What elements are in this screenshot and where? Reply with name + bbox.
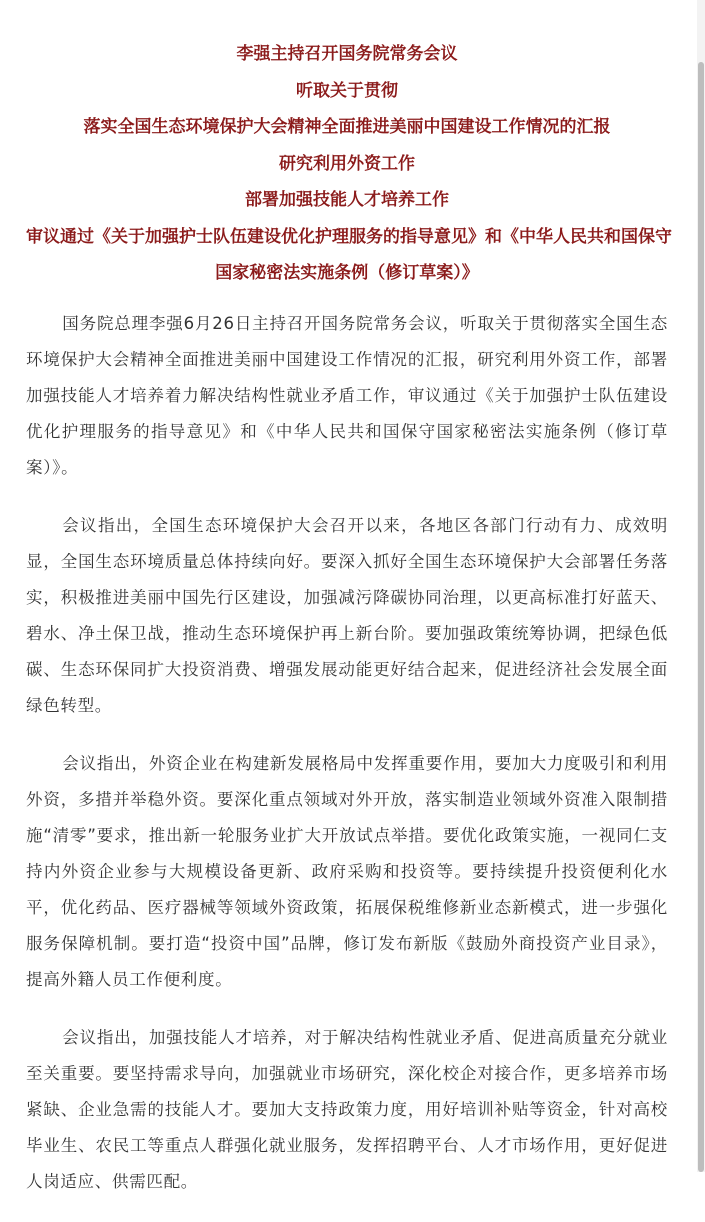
headline-line-4: 研究利用外资工作	[279, 153, 415, 174]
paragraph-foreign-investment: 会议指出，外资企业在构建新发展格局中发挥重要作用，要加大力度吸引和利用外资，多措并举稳外资。要深化重点领域对外开放，落实制造业领域外资准入限制措施“清零”要求，推出新一轮服务业扩大开放试点举措。要优化政策实施，一视同仁支持内外资企业参与大规模设备更新、政府采购和投资等。要持续提升投资便利化水平，优化药品、医疗器械等领域外资政策，拓展保税维修新业态新模式，进一步强化服务保障机制。要打造“投资中国”品牌，修订发布新版《鼓励外商投资产业目录》，提高外籍人员工作便利度。	[26, 753, 668, 989]
paragraph-ecology: 会议指出，全国生态环境保护大会召开以来，各地区各部门行动有力、成效明显，全国生态环境质量总体持续向好。要深入抓好全国生态环境保护大会部署任务落实，积极推进美丽中国先行区建设，加强减污降碳协同治理，以更高标准打好蓝天、碧水、净土保卫战，推动生态环境保护再上新台阶。要加强政策统筹协调，把绿色低碳、生态环保同扩大投资消费、增强发展动能更好结合起来，促进经济社会发展全面绿色转型。	[26, 515, 668, 715]
headline-line-3: 落实全国生态环境保护大会精神全面推进美丽中国建设工作情况的汇报	[83, 117, 611, 137]
scrollbar-thumb[interactable]	[698, 62, 704, 1172]
vertical-scrollbar[interactable]	[697, 0, 705, 1172]
headline-block	[26, 36, 672, 292]
article	[26, 36, 672, 1222]
headline-line-1: 李强主持召开国务院常务会议	[236, 44, 458, 64]
headline-line-5: 部署加强技能人才培养工作	[245, 190, 449, 210]
headline-line-6: 审议通过《关于加强护士队伍建设优化护理服务的指导意见》和《中华人民共和国保守	[26, 226, 672, 247]
paragraph-intro: 国务院总理李强6月26日主持召开国务院常务会议，听取关于贯彻落实全国生态环境保护大会精神全面推进美丽中国建设工作情况的汇报，研究利用外资工作，部署加强技能人才培养着力解决结构性就业矛盾工作，审议通过《关于加强护士队伍建设优化护理服务的指导意见》和《中华人民共和国保守国家秘密法实施条例（修订草案）》。	[26, 313, 668, 477]
headline-line-2: 听取关于贯彻	[296, 80, 398, 101]
headline-line-7: 国家秘密法实施条例（修订草案）》	[215, 263, 479, 283]
paragraph-skilled-talent: 会议指出，加强技能人才培养，对于解决结构性就业矛盾、促进高质量充分就业至关重要。要坚持需求导向，加强就业市场研究，深化校企对接合作，更多培养市场紧缺、企业急需的技能人才。要加大支持政策力度，用好培训补贴等资金，针对高校毕业生、农民工等重点人群强化就业服务，发挥招聘平台、人才市场作用，更好促进人岗适应、供需匹配。	[26, 1027, 668, 1191]
